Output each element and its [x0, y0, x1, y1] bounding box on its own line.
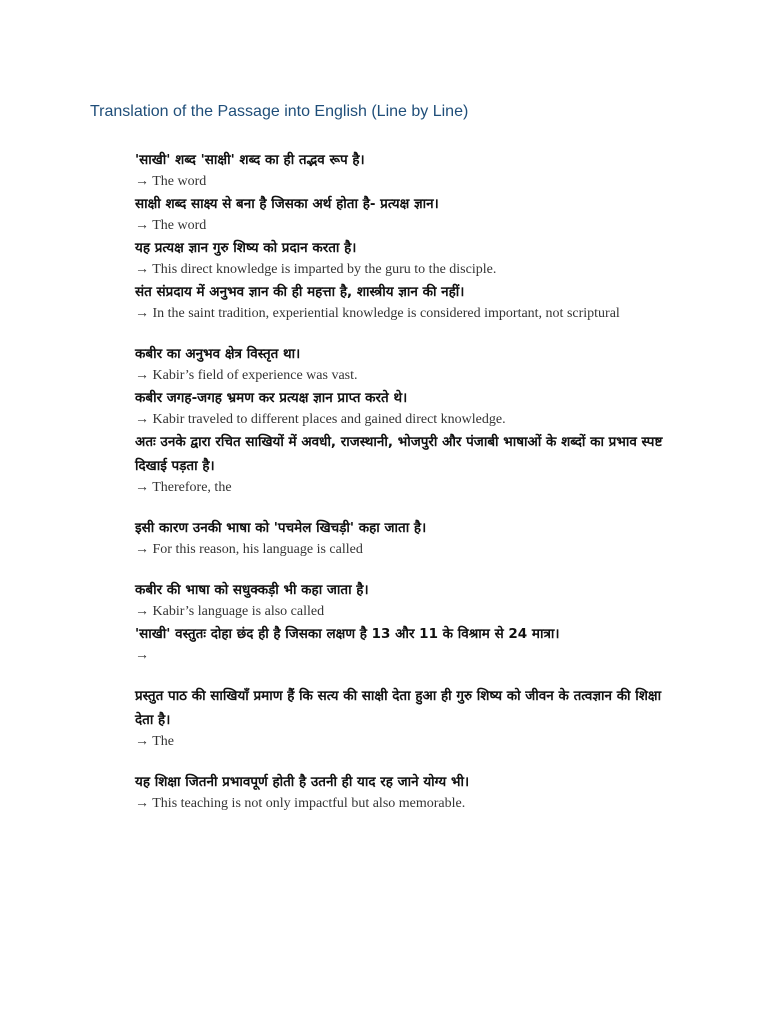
english-translation: → Therefore, the: [135, 480, 232, 495]
hindi-line: कबीर जगह-जगह भ्रमण कर प्रत्यक्ष ज्ञान प्राप्त करते थे।: [135, 390, 408, 406]
english-translation: → This teaching is not only impactful but also memorable.: [135, 796, 466, 811]
english-translation: → This direct knowledge is imparted by the guru to the disciple.: [135, 262, 497, 277]
english-translation: → The word: [135, 174, 207, 189]
english-translation: → In the saint tradition, experiential knowledge is considered important, not scriptural: [135, 306, 620, 321]
paragraph-gap: [135, 324, 680, 342]
english-translation: → For this reason, his language is called: [135, 542, 363, 557]
hindi-line: 'साखी' शब्द 'साक्षी' शब्द का ही तद्भव रूप है।: [135, 152, 365, 168]
section-heading: Translation of the Passage into English (Line by Line): [90, 103, 469, 120]
paragraph-gap: [135, 666, 680, 684]
hindi-line: यह शिक्षा जितनी प्रभावपूर्ण होती है उतनी ही याद रह जाने योग्य भी।: [135, 774, 470, 790]
english-translation: → Kabir’s field of experience was vast.: [135, 368, 358, 383]
hindi-line: साक्षी शब्द साक्ष्य से बना है जिसका अर्थ होता है- प्रत्यक्ष ज्ञान।: [135, 196, 439, 212]
hindi-line: कबीर का अनुभव क्षेत्र विस्तृत था।: [135, 346, 301, 362]
hindi-line: 'साखी' वस्तुतः दोहा छंद ही है जिसका लक्षण है 13 और 11 के विश्राम से 24 मात्रा।: [135, 626, 560, 642]
english-translation: → The: [135, 734, 175, 749]
hindi-line: प्रस्तुत पाठ की साखियाँ प्रमाण हैं कि सत्य की साक्षी देता हुआ ही गुरु शिष्य को जीवन के तत्वज्ञान की शिक्षा देता है।: [135, 688, 662, 728]
english-translation: → Kabir’s language is also called: [135, 604, 325, 619]
english-translation: → Kabir traveled to different places and gained direct knowledge.: [135, 412, 506, 427]
english-translation: →: [135, 648, 149, 663]
paragraph-gap: [135, 560, 680, 578]
hindi-line: कबीर की भाषा को सधुक्कड़ी भी कहा जाता है।: [135, 582, 369, 598]
hindi-line: यह प्रत्यक्ष ज्ञान गुरु शिष्य को प्रदान करता है।: [135, 240, 357, 256]
paragraph-gap: [135, 498, 680, 516]
hindi-line: इसी कारण उनकी भाषा को 'पचमेल खिचड़ी' कहा जाता है।: [135, 520, 427, 536]
translation-body: [135, 148, 680, 814]
hindi-line: संत संप्रदाय में अनुभव ज्ञान की ही महत्ता है, शास्त्रीय ज्ञान की नहीं।: [135, 284, 465, 300]
paragraph-gap: [135, 752, 680, 770]
hindi-line: अतः उनके द्वारा रचित साखियों में अवधी, राजस्थानी, भोजपुरी और पंजाबी भाषाओं के शब्दों का प्रभाव स्पष्ट दिखाई पड़ता है।: [135, 434, 663, 474]
english-translation: → The word: [135, 218, 207, 233]
